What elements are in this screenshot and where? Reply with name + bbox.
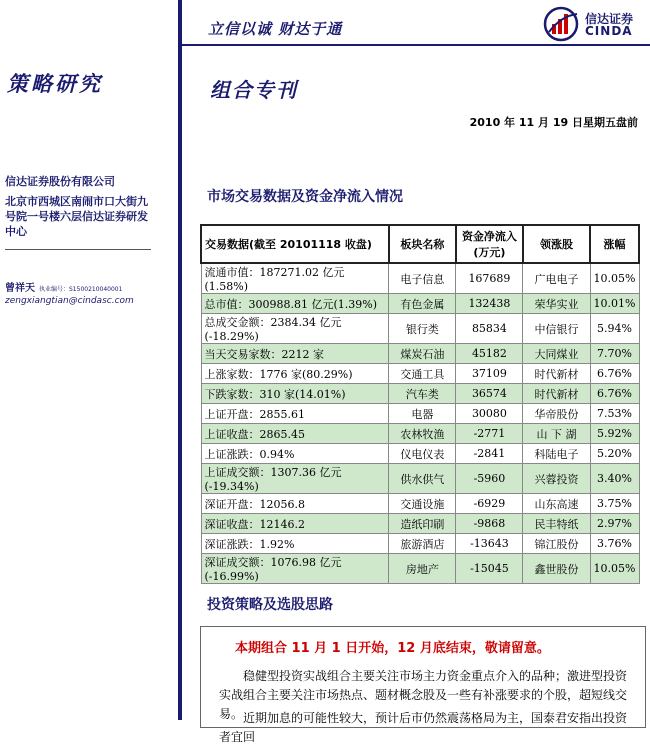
header-trade-data: 交易数据(截至 20101118 收盘) bbox=[201, 225, 389, 263]
sector-cell: 电子信息 bbox=[389, 263, 456, 294]
net-inflow-cell: 45182 bbox=[456, 344, 523, 364]
header-sector: 板块名称 bbox=[389, 225, 456, 263]
sector-cell: 有色金属 bbox=[389, 294, 456, 314]
header-rule bbox=[182, 44, 650, 46]
sector-cell: 汽车类 bbox=[389, 384, 456, 404]
analyst-email[interactable]: zengxiangtian@cindasc.com bbox=[5, 296, 134, 306]
net-inflow-cell: 167689 bbox=[456, 263, 523, 294]
net-inflow-cell: 132438 bbox=[456, 294, 523, 314]
sidebar-title: 策略研究 bbox=[7, 71, 103, 96]
strategy-paragraph: 稳健型投资实战组合主要关注市场主力资金重点介入的品种；激进型投资实战组合主要关注市场热点、题材概念股及一些有补涨要求的个股，超短线交易。 bbox=[219, 669, 628, 721]
analyst-name: 曾祥天 bbox=[5, 283, 35, 294]
net-inflow-cell: -2771 bbox=[456, 424, 523, 444]
gain-cell: 5.94% bbox=[590, 314, 639, 344]
logo-mark-icon bbox=[543, 6, 583, 42]
leading-stock-cell: 科陆电子 bbox=[523, 444, 590, 464]
trade-data-cell: 深证收盘：12146.2 bbox=[201, 514, 389, 534]
strategy-highlight: 本期组合 11 月 1 日开始，12 月底结束，敬请留意。 bbox=[235, 641, 550, 656]
table-row bbox=[201, 424, 639, 444]
leading-stock-cell: 中信银行 bbox=[523, 314, 590, 344]
table-header-row bbox=[201, 225, 639, 263]
gain-cell: 7.70% bbox=[590, 344, 639, 364]
table-row bbox=[201, 534, 639, 554]
trade-data-cell: 上证开盘：2855.61 bbox=[201, 404, 389, 424]
table-row bbox=[201, 554, 639, 584]
leading-stock-cell: 华帝股份 bbox=[523, 404, 590, 424]
leading-stock-cell: 荣华实业 bbox=[523, 294, 590, 314]
logo-text-en: CINDA bbox=[585, 24, 633, 38]
net-inflow-cell: 30080 bbox=[456, 404, 523, 424]
company-name: 信达证券股份有限公司 bbox=[5, 175, 115, 188]
trade-data-cell: 总成交金额：2384.34 亿元(-18.29%) bbox=[201, 314, 389, 344]
gain-cell: 2.97% bbox=[590, 514, 639, 534]
sector-cell: 电器 bbox=[389, 404, 456, 424]
gain-cell: 3.75% bbox=[590, 494, 639, 514]
sidebar bbox=[0, 0, 178, 720]
leading-stock-cell: 时代新材 bbox=[523, 384, 590, 404]
strategy-box bbox=[200, 626, 646, 744]
net-inflow-cell: -5960 bbox=[456, 464, 523, 494]
table-row bbox=[201, 464, 639, 494]
gain-cell: 5.92% bbox=[590, 424, 639, 444]
gain-cell: 10.01% bbox=[590, 294, 639, 314]
trade-data-cell: 上证收盘：2865.45 bbox=[201, 424, 389, 444]
trade-data-cell: 上证成交额：1307.36 亿元(-19.34%) bbox=[201, 464, 389, 494]
leading-stock-cell: 时代新材 bbox=[523, 364, 590, 384]
net-inflow-cell: 85834 bbox=[456, 314, 523, 344]
sector-cell: 煤炭石油 bbox=[389, 344, 456, 364]
net-inflow-cell: -15045 bbox=[456, 554, 523, 584]
header-net-inflow: 资金净流入(万元) bbox=[456, 225, 523, 263]
leading-stock-cell: 山 下 湖 bbox=[523, 424, 590, 444]
vertical-rule bbox=[178, 0, 182, 720]
leading-stock-cell: 广电电子 bbox=[523, 263, 590, 294]
logo-text-cn: 信达证券 bbox=[585, 12, 634, 26]
leading-stock-cell: 兴蓉投资 bbox=[523, 464, 590, 494]
sector-cell: 房地产 bbox=[389, 554, 456, 584]
strategy-paragraph-2: 近期加息的可能性较大，预计后市仍然震荡格局为主，国泰君安指出投资者宜回 bbox=[219, 711, 628, 744]
header-slogan: 立信以诚 财达于通 bbox=[208, 20, 343, 38]
table-row bbox=[201, 444, 639, 464]
gain-cell: 10.05% bbox=[590, 554, 639, 584]
trade-data-cell: 总市值：300988.81 亿元(1.39%) bbox=[201, 294, 389, 314]
sector-cell: 造纸印刷 bbox=[389, 514, 456, 534]
net-inflow-cell: -13643 bbox=[456, 534, 523, 554]
table-row bbox=[201, 494, 639, 514]
gain-cell: 6.76% bbox=[590, 384, 639, 404]
sector-cell: 供水供气 bbox=[389, 464, 456, 494]
table-row bbox=[201, 364, 639, 384]
trade-data-cell: 深证成交额：1076.98 亿元(-16.99%) bbox=[201, 554, 389, 584]
table-row bbox=[201, 514, 639, 534]
table-row bbox=[201, 294, 639, 314]
gain-cell: 7.53% bbox=[590, 404, 639, 424]
trade-data-cell: 下跌家数：310 家(14.01%) bbox=[201, 384, 389, 404]
trade-data-cell: 深证涨跌：1.92% bbox=[201, 534, 389, 554]
net-inflow-cell: -2841 bbox=[456, 444, 523, 464]
trade-data-cell: 流通市值：187271.02 亿元(1.58%) bbox=[201, 263, 389, 294]
analyst-info bbox=[5, 279, 122, 294]
table-row bbox=[201, 344, 639, 364]
leading-stock-cell: 民丰特纸 bbox=[523, 514, 590, 534]
header-leading-stock: 领涨股 bbox=[523, 225, 590, 263]
net-inflow-cell: 36574 bbox=[456, 384, 523, 404]
sector-cell: 旅游酒店 bbox=[389, 534, 456, 554]
market-data-table bbox=[200, 224, 640, 584]
leading-stock-cell: 锦江股份 bbox=[523, 534, 590, 554]
gain-cell: 10.05% bbox=[590, 263, 639, 294]
leading-stock-cell: 山东高速 bbox=[523, 494, 590, 514]
gain-cell: 6.76% bbox=[590, 364, 639, 384]
sector-cell: 银行类 bbox=[389, 314, 456, 344]
sector-cell: 交通设施 bbox=[389, 494, 456, 514]
net-inflow-cell: -9868 bbox=[456, 514, 523, 534]
gain-cell: 5.20% bbox=[590, 444, 639, 464]
gain-cell: 3.40% bbox=[590, 464, 639, 494]
sector-cell: 交通工具 bbox=[389, 364, 456, 384]
trade-data-cell: 当天交易家数：2212 家 bbox=[201, 344, 389, 364]
table-row bbox=[201, 404, 639, 424]
doc-title: 组合专刊 bbox=[210, 78, 298, 102]
trade-data-cell: 深证开盘：12056.8 bbox=[201, 494, 389, 514]
report-date: 2010 年 11 月 19 日星期五盘前 bbox=[469, 116, 638, 129]
trade-data-cell: 上涨家数：1776 家(80.29%) bbox=[201, 364, 389, 384]
net-inflow-cell: -6929 bbox=[456, 494, 523, 514]
sector-cell: 农林牧渔 bbox=[389, 424, 456, 444]
header-gain: 涨幅 bbox=[590, 225, 639, 263]
analyst-license: 执业编号：S1500210040001 bbox=[39, 286, 123, 293]
section-market-title: 市场交易数据及资金净流入情况 bbox=[207, 189, 403, 205]
company-address: 北京市西城区南闹市口大街九号院一号楼六层信达证券研发中心 bbox=[5, 195, 148, 238]
gain-cell: 3.76% bbox=[590, 534, 639, 554]
table-row bbox=[201, 384, 639, 404]
leading-stock-cell: 大同煤业 bbox=[523, 344, 590, 364]
section-strategy-title: 投资策略及选股思路 bbox=[207, 597, 333, 613]
table-row bbox=[201, 314, 639, 344]
cinda-logo bbox=[543, 6, 647, 42]
sidebar-divider bbox=[5, 249, 151, 250]
leading-stock-cell: 鑫世股份 bbox=[523, 554, 590, 584]
net-inflow-cell: 37109 bbox=[456, 364, 523, 384]
trade-data-cell: 上证涨跌：0.94% bbox=[201, 444, 389, 464]
sector-cell: 仪电仪表 bbox=[389, 444, 456, 464]
table-row bbox=[201, 263, 639, 294]
